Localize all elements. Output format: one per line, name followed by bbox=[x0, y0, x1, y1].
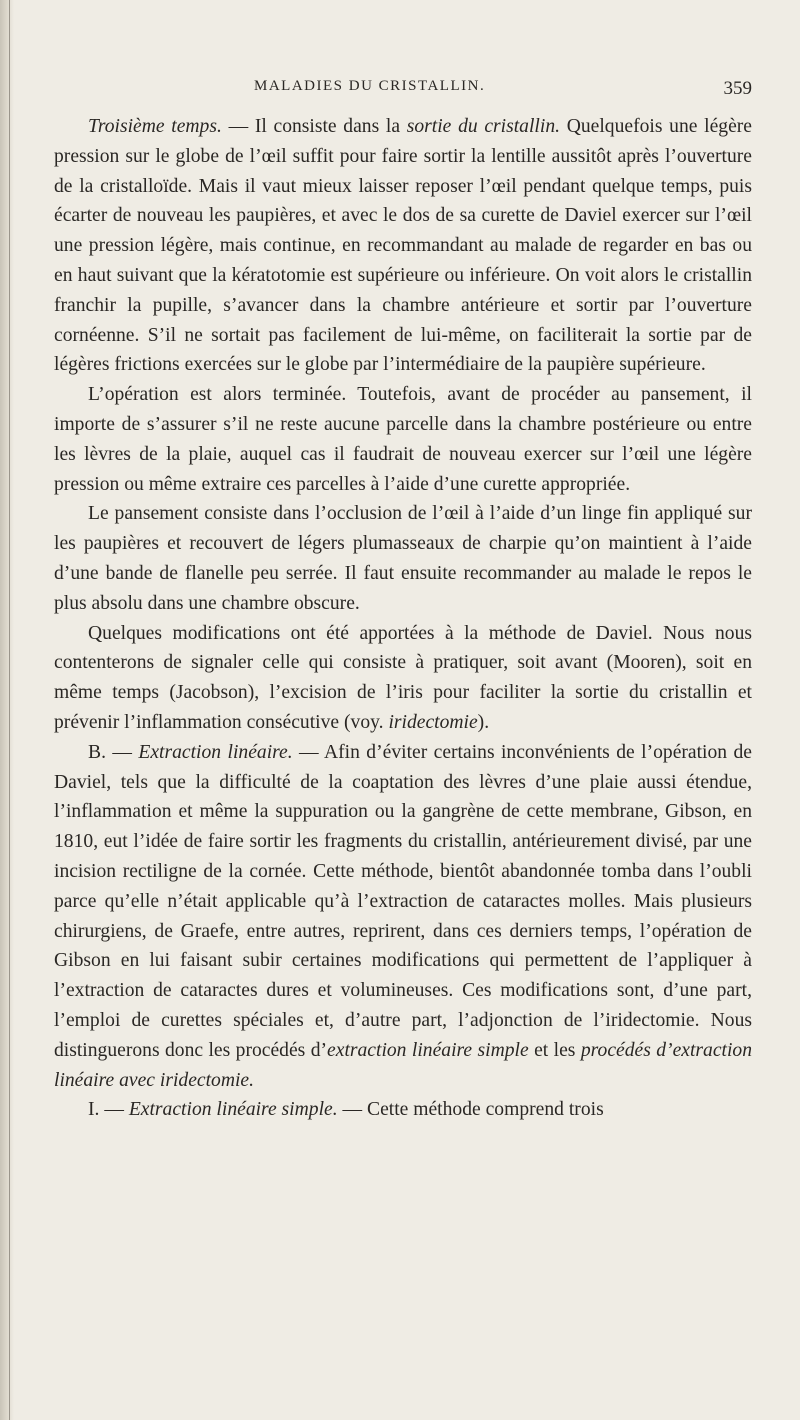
text-run: — Il consiste dans la bbox=[221, 116, 407, 137]
text-run: — Cette méthode comprend trois bbox=[337, 1099, 604, 1121]
italic-text-run: iridectomie bbox=[388, 711, 478, 733]
text-run: et les bbox=[528, 1039, 581, 1061]
text-run: Quelques modifications ont été apportées à la méthode de Daviel. Nous nous contenterons de signaler celle qui consiste à pratiquer, soit avant (Mooren), soit en même temps (Jacobson), l’excision de l’iris pour faciliter la sortie du cristallin et prévenir l’inflammation consécutive (voy. bbox=[54, 622, 752, 733]
italic-text-run: procédés d’extraction linéaire avec iridectomie. bbox=[54, 1039, 753, 1091]
italic-text-run: extraction linéaire simple bbox=[327, 1039, 529, 1061]
text-run: ). bbox=[477, 711, 490, 733]
text-run: Quelquefois une légère pression sur le globe de l’œil suffit pour faire sortir la lentille aussitôt après l’ouverture de la cristalloïde. Mais il vaut mieux laisser reposer l’œil pendant quelque temps, puis écarter de nouveau les paupières, et avec le dos de sa curette de Daviel exercer sur l’œil une pression légère, mais continue, en recommandant au malade de regarder en bas ou en haut suivant que la kératotomie est supérieure ou inférieure. On voit alors le cristallin franchir la pupille, s’avancer dans la chambre antérieure et sortir par l’ouverture cornéenne. S’il ne sortait pas facilement de lui-même, on faciliterait la sortie par de légères frictions exercées sur le globe par l’intermédiaire de la paupière supérieure. bbox=[54, 116, 752, 376]
italic-text-run: Troisième temps. bbox=[88, 116, 222, 137]
page-binding-edge bbox=[0, 0, 14, 1420]
paragraph-operation-terminee bbox=[54, 380, 752, 499]
book-page bbox=[54, 78, 752, 1125]
text-run: — Afin d’éviter certains inconvénients de l’opération de Daviel, tels que la difficulté de la coaptation des lèvres d’une plaie aussi étendue, l’inflammation et même la suppuration ou la gangrène de cette membrane, Gibson, en 1810, eut l’idée de faire sortir les fragments du cristallin, antérieurement divisé, par une incision rectiligne de la cornée. Cette méthode, bientôt abandonnée tomba dans l’oubli parce qu’elle n’était applicable qu’à l’extraction de cataractes molles. Mais plusieurs chirurgiens, de Graefe, entre autres, reprirent, dans ces derniers temps, l’opération de Gibson en lui faisant subir certaines modifications qui permettent de l’appliquer à l’extraction de cataractes dures et volumineuses. Ces modifications sont, d’une part, l’emploi de curettes spéciales et, d’autre part, l’adjonction de l’iridectomie. Nous distinguerons donc les procédés d’ bbox=[54, 741, 752, 1061]
paragraph-extraction-lineaire bbox=[54, 738, 752, 1096]
running-header bbox=[54, 78, 752, 112]
page-number: 359 bbox=[723, 78, 752, 99]
italic-text-run: Extraction linéaire. bbox=[138, 741, 293, 763]
paragraph-modifications bbox=[54, 619, 752, 738]
paragraph-troisieme-temps bbox=[54, 112, 752, 380]
text-run: Le pansement consiste dans l’occlusion de l’œil à l’aide d’un linge fin appliqué sur les paupières et recouvert de légers plumasseaux de charpie qu’on maintient à l’aide d’une bande de flanelle peu serrée. Il faut ensuite recommander au malade le repos le plus absolu dans une chambre obscure. bbox=[54, 503, 752, 614]
italic-text-run: Extraction linéaire simple. bbox=[128, 1099, 338, 1121]
text-run: L’opération est alors terminée. Toutefois, avant de procéder au pansement, il importe de s’assurer s’il ne reste aucune parcelle dans la chambre postérieure ou entre les lèvres de la plaie, auquel cas il faudrait de nouveau exercer sur l’œil une légère pression ou même extraire ces parcelles à l’aide d’une curette appropriée. bbox=[54, 384, 752, 495]
paragraph-pansement bbox=[54, 499, 752, 618]
italic-text-run: sortie du cristallin. bbox=[406, 116, 561, 137]
body-text bbox=[54, 112, 752, 1125]
paragraph-extraction-lineaire-simple bbox=[54, 1095, 752, 1125]
text-run: I. — bbox=[88, 1099, 129, 1121]
running-title: MALADIES DU CRISTALLIN. bbox=[254, 78, 486, 94]
text-run: B. — bbox=[88, 741, 139, 763]
page-binding-line bbox=[9, 0, 10, 1420]
